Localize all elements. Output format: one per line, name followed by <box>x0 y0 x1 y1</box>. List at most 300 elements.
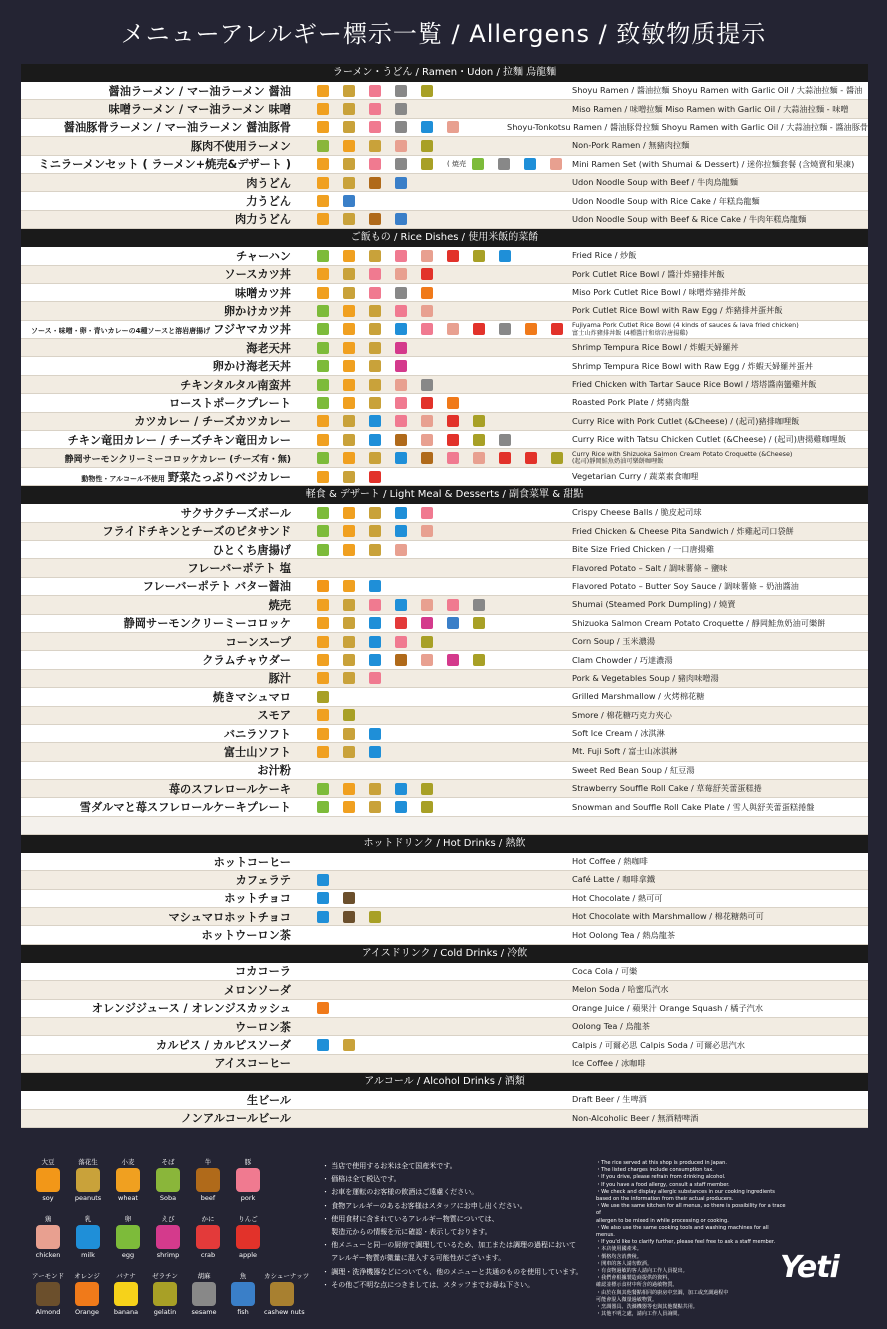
wheat-icon <box>343 360 355 372</box>
menu-item-name-en <box>567 104 868 115</box>
menu-item-name-jp <box>21 303 293 319</box>
allergen-icons <box>293 140 567 152</box>
peanuts-icon <box>343 85 355 97</box>
menu-row <box>21 376 868 394</box>
menu-item-name-en <box>567 342 868 353</box>
menu-item-name-jp <box>21 909 293 925</box>
allergen-icons <box>293 911 567 923</box>
legend-item-cashew <box>264 1272 310 1317</box>
menu-item-name-en <box>567 1058 868 1069</box>
menu-item-en-line: Shizuoka Salmon Cream Potato Croquette / 靜岡鮭魚奶油可樂餅 <box>572 617 826 628</box>
menu-row <box>21 174 868 192</box>
soba-icon <box>317 140 329 152</box>
menu-item-en-line: Clam Chowder / 巧達濃湯 <box>572 654 673 665</box>
beef-icon <box>369 213 381 225</box>
milk-icon <box>395 507 407 519</box>
allergen-icons <box>293 709 567 721</box>
legend-label-jp: えび <box>161 1215 175 1223</box>
menu-item-en-line2: 富士山炸豬排丼飯 (4種醬汁和熔岩唐揚雞) <box>572 329 688 337</box>
menu-row <box>21 321 868 339</box>
section-header: ラーメン・うどん / Ramen・Udon / 拉麵 烏龍麵 <box>21 64 868 82</box>
beef-icon <box>369 177 381 189</box>
chicken-icon <box>395 268 407 280</box>
gelatin-icon <box>421 636 433 648</box>
milk-icon <box>317 892 329 904</box>
menu-item-name-jp <box>21 156 293 172</box>
allergen-icons <box>293 158 567 170</box>
egg-icon <box>317 250 329 262</box>
banana-icon <box>114 1282 138 1306</box>
legend-item-shrimp <box>150 1215 186 1260</box>
menu-row <box>21 559 868 577</box>
menu-item-en-line: Corn Soup / 玉米濃湯 <box>572 636 656 647</box>
sesame-icon <box>395 85 407 97</box>
cashew-icon <box>270 1282 294 1306</box>
pork-icon <box>447 452 459 464</box>
milk-icon <box>369 636 381 648</box>
menu-item-name-en <box>567 966 868 977</box>
menu-item-name: 味噌ラーメン / マー油ラーメン 味噌 <box>108 103 291 117</box>
menu-item-name-en <box>567 856 868 867</box>
note-line-en: ・We use the same kitchen for all menus, so there is possibility for a trace of <box>596 1203 786 1217</box>
menu-item-name: ミニラーメンセット ( ラーメン+焼売&デザート ) <box>38 158 291 172</box>
note-line-en: ・We also use the same cooking tools and washing machines for all menus. <box>596 1224 769 1239</box>
menu-item-name-jp <box>21 963 293 979</box>
peanuts-icon <box>343 617 355 629</box>
note-line-jp: ・ 価格は全て税込です。 <box>322 1175 401 1184</box>
menu-item-name-jp <box>21 1000 293 1016</box>
fish-icon <box>343 195 355 207</box>
milk-icon <box>421 121 433 133</box>
wheat-icon <box>317 654 329 666</box>
menu-item-en-line: Udon Noodle Soup with Beef & Rice Cake / 牛肉年糕烏龍麵 <box>572 213 807 224</box>
menu-item-en-line: Coca Cola / 可樂 <box>572 965 638 976</box>
menu-row <box>21 633 868 651</box>
menu-item-name-en <box>567 544 868 555</box>
menu-item-en-line: Grilled Marshmallow / 火烤棉花糖 <box>572 691 705 702</box>
legend-label-en: wheat <box>118 1194 138 1202</box>
menu-item-name-en <box>567 287 868 298</box>
note-line-en: ・If you drive, please refrain from drinking alcohol. <box>596 1174 726 1181</box>
almond-icon <box>343 911 355 923</box>
menu-row <box>21 431 868 449</box>
legend-label-jp: かに <box>201 1215 215 1223</box>
menu-item-name-jp <box>21 634 293 650</box>
legend-label-jp: 小麦 <box>121 1158 135 1166</box>
menu-item-en-line: Soft Ice Cream / 冰淇淋 <box>572 728 665 739</box>
allergen-icons <box>293 342 567 354</box>
egg-icon <box>317 360 329 372</box>
note-line-jp: ・ お車を運転のお客様の飲酒はご遠慮ください。 <box>322 1188 479 1197</box>
menu-item-name: ひとくち唐揚げ <box>212 543 291 557</box>
allergen-icons <box>293 452 567 464</box>
milk-icon <box>395 525 407 537</box>
peanuts-icon <box>343 415 355 427</box>
gelatin-icon <box>153 1282 177 1306</box>
menu-item-name-jp <box>21 890 293 906</box>
menu-item-name-jp <box>21 872 293 888</box>
menu-item-name-en <box>567 984 868 995</box>
apple-icon <box>499 452 511 464</box>
legend-item-peanuts <box>70 1158 106 1203</box>
menu-row <box>21 615 868 633</box>
section-header: アイスドリンク / Cold Drinks / 冷飲 <box>21 945 868 963</box>
menu-item-en-line: Pork Cutlet Rice Bowl / 醬汁炸豬排丼飯 <box>572 268 725 279</box>
sesame-icon <box>395 103 407 115</box>
menu-row <box>21 908 868 926</box>
allergen-icons <box>293 507 567 519</box>
menu-item-name-jp <box>21 175 293 191</box>
allergen-icons <box>293 783 567 795</box>
note-line-en: 確認並標示食材中所含的過敏物質。 <box>596 1282 678 1289</box>
menu-item-name: 静岡サーモンクリーミーコロッケカレー (チーズ有・無) <box>64 454 291 465</box>
legend-label-en: Almond <box>35 1308 61 1316</box>
menu-row <box>21 413 868 431</box>
wheat-icon <box>343 342 355 354</box>
menu-item-name-en <box>567 526 868 537</box>
menu-item-name-en <box>567 196 868 207</box>
menu-item-name-jp <box>21 523 293 539</box>
pork-icon <box>395 305 407 317</box>
menu-item-en-line: Non-Alcoholic Beer / 無酒精啤酒 <box>572 1112 699 1123</box>
soy-icon <box>317 580 329 592</box>
menu-item-en-line: Mini Ramen Set (with Shumai & Dessert) / 迷你拉麵套餐 (含燒賣和果凍) <box>572 158 855 169</box>
menu-item-name: メロンソーダ <box>223 983 291 997</box>
menu-item-name-en <box>567 618 868 629</box>
beef-icon <box>395 654 407 666</box>
allergen-icons <box>293 360 567 372</box>
gelatin-icon <box>421 140 433 152</box>
menu-item-note: ソース・味噌・卵・青いカレーの4種ソースと溶岩唐揚げ <box>30 327 211 336</box>
allergen-icons <box>293 874 567 886</box>
menu-item-name-en <box>567 765 868 776</box>
note-line-jp: ・ 他メニューと同一の厨房で調理しているため、加工または調理の過程において <box>322 1241 576 1250</box>
menu-item-name-jp <box>21 799 293 815</box>
menu-item-name: チャーハン <box>235 249 291 263</box>
chicken-icon <box>36 1225 60 1249</box>
menu-item-name-en <box>567 507 868 518</box>
menu-item-name: ノンアルコールビール <box>180 1112 291 1126</box>
legend-label-en: fish <box>237 1308 249 1316</box>
spacer-row <box>21 817 868 835</box>
allergen-icons <box>293 471 567 483</box>
menu-item-name: 味噌カツ丼 <box>235 286 291 300</box>
allergen-icons <box>293 544 567 556</box>
milk-icon <box>369 617 381 629</box>
menu-row <box>21 541 868 559</box>
gelatin-icon <box>473 434 485 446</box>
menu-row <box>21 339 868 357</box>
pork-icon <box>369 268 381 280</box>
note-line-en: ・We check and display allergic substances in our cooking ingredients <box>596 1188 775 1195</box>
allergen-icons <box>293 1039 567 1051</box>
pork-icon <box>395 415 407 427</box>
pork-icon <box>395 397 407 409</box>
menu-item-name-en <box>567 728 868 739</box>
menu-row <box>21 504 868 522</box>
note-line-en: ・If you'd like to clarify further, please feel free to ask a staff member. <box>596 1239 776 1246</box>
milk-icon <box>369 415 381 427</box>
wheat-icon <box>343 507 355 519</box>
menu-item-name-en <box>567 471 868 482</box>
allergen-icons <box>293 103 567 115</box>
allergen-icons <box>293 195 567 207</box>
egg-icon <box>317 342 329 354</box>
milk-icon <box>369 580 381 592</box>
menu-item-en-line: Vegetarian Curry / 蔬菜素食咖哩 <box>572 471 699 481</box>
menu-item-name: フレーバーポテト 塩 <box>187 562 291 576</box>
legend-label-jp: 胡麻 <box>197 1272 211 1280</box>
menu-item-name: カツカレー / チーズカツカレー <box>134 415 291 429</box>
gelatin-icon <box>473 617 485 629</box>
allergen-icons <box>293 654 567 666</box>
menu-item-name: 肉力うどん <box>235 213 291 227</box>
egg-icon <box>116 1225 140 1249</box>
milk-icon <box>499 250 511 262</box>
note-line-jp: ・ 調理・洗浄機器などについても、他のメニューと共通のものを使用しています。 <box>322 1267 583 1276</box>
menu-item-name: フライドチキンとチーズのピタサンド <box>102 525 291 539</box>
menu-item-name: 豚肉不使用ラーメン <box>190 139 291 153</box>
gelatin-icon <box>473 654 485 666</box>
note-line-en: 可能會混入微量過敏物質。 <box>596 1296 658 1303</box>
menu-item-name: 肉うどん <box>246 176 291 190</box>
menu-item-name-en <box>567 361 868 372</box>
legend-item-wheat <box>110 1158 146 1203</box>
apple-icon <box>473 323 485 335</box>
menu-item-name: 野菜たっぷりベジカレー <box>167 470 291 484</box>
menu-row <box>21 523 868 541</box>
menu-item-name-jp <box>21 1019 293 1035</box>
soy-icon <box>36 1168 60 1192</box>
peanuts-icon <box>343 672 355 684</box>
menu-row <box>21 1091 868 1109</box>
menu-item-name-en <box>567 305 868 316</box>
sesame-icon <box>499 323 511 335</box>
wheat-icon <box>317 268 329 280</box>
menu-item-name: マシュマロホットチョコ <box>168 910 291 924</box>
chicken-icon <box>421 305 433 317</box>
legend-item-chicken <box>30 1215 66 1260</box>
allergen-icons <box>293 525 567 537</box>
milk-icon <box>395 599 407 611</box>
wheat-icon <box>317 599 329 611</box>
menu-row <box>21 284 868 302</box>
menu-row <box>21 1018 868 1036</box>
wheat-icon <box>317 746 329 758</box>
menu-row <box>21 981 868 999</box>
menu-item-en-line: Flavored Potato – Salt / 調味薯條 – 鹽味 <box>572 562 728 573</box>
section-header: アルコール / Alcohol Drinks / 酒類 <box>21 1073 868 1091</box>
beef-icon <box>196 1168 220 1192</box>
pork-icon <box>395 250 407 262</box>
menu-item-name-en <box>567 269 868 280</box>
legend-label-en: gelatin <box>153 1308 177 1316</box>
pork-icon <box>369 103 381 115</box>
menu-item-name-en <box>567 599 868 610</box>
egg-icon <box>317 544 329 556</box>
sesame-icon <box>395 121 407 133</box>
legend-label-en: chicken <box>35 1251 61 1259</box>
orange-icon <box>525 323 537 335</box>
legend-label-jp: カシューナッツ <box>264 1272 310 1280</box>
menu-row <box>21 100 868 118</box>
peanuts-icon <box>343 1039 355 1051</box>
menu-row <box>21 119 868 137</box>
pork-icon <box>369 672 381 684</box>
menu-item-name-en <box>567 802 868 813</box>
gelatin-icon <box>343 709 355 721</box>
menu-item-name-jp <box>21 248 293 264</box>
menu-item-name-jp <box>21 83 293 99</box>
menu-item-name: ウーロン茶 <box>235 1020 291 1034</box>
wheat-icon <box>317 158 329 170</box>
legend-item-sesame <box>186 1272 222 1317</box>
allergen-icons <box>293 746 567 758</box>
legend-item-beef <box>190 1158 226 1203</box>
pork-icon <box>395 636 407 648</box>
wheat-icon <box>343 250 355 262</box>
gelatin-icon <box>551 452 563 464</box>
pork-icon <box>421 507 433 519</box>
menu-row <box>21 449 868 467</box>
wheat-icon <box>317 672 329 684</box>
peanuts-icon <box>369 342 381 354</box>
peanuts-icon <box>343 636 355 648</box>
menu-item-name: 静岡サーモンクリーミーコロッケ <box>123 617 291 631</box>
peanuts-icon <box>369 250 381 262</box>
wheat-icon <box>317 121 329 133</box>
menu-item-name-en <box>567 710 868 721</box>
fish-icon <box>447 617 459 629</box>
menu-item-en-line: Draft Beer / 生啤酒 <box>572 1094 647 1105</box>
menu-item-en-line: Shrimp Tempura Rice Bowl with Raw Egg / 炸蝦天婦羅丼蛋丼 <box>572 360 813 371</box>
peanuts-icon <box>369 525 381 537</box>
note-line-en: based on the information from their actual producers. <box>596 1196 734 1203</box>
allergen-icons <box>293 672 567 684</box>
orange-icon <box>447 397 459 409</box>
legend-label-en: cashew nuts <box>264 1308 305 1316</box>
wheat-icon <box>343 323 355 335</box>
fish-icon <box>231 1282 255 1306</box>
menu-item-name-en <box>567 655 868 666</box>
apple-icon <box>421 397 433 409</box>
peanuts-icon <box>369 544 381 556</box>
wheat-icon <box>317 636 329 648</box>
peanuts-icon <box>343 177 355 189</box>
peanuts-icon <box>343 213 355 225</box>
wheat-icon <box>317 177 329 189</box>
menu-row <box>21 596 868 614</box>
menu-item-name-en <box>567 379 868 390</box>
menu-item-en-line: Melon Soda / 哈蜜瓜汽水 <box>572 984 669 995</box>
menu-item-name-jp <box>21 597 293 613</box>
menu-row <box>21 1055 868 1073</box>
menu-item-en-line2: (起司)靜岡鮭魚奶油可樂餅咖哩飯 <box>572 458 664 466</box>
gelatin-icon <box>421 801 433 813</box>
wheat-icon <box>317 617 329 629</box>
menu-item-name-en <box>567 746 868 757</box>
milk-icon <box>524 158 536 170</box>
allergen-icons <box>293 636 567 648</box>
menu-row <box>21 82 868 100</box>
pork-icon <box>369 85 381 97</box>
menu-item-name: お汁粉 <box>257 764 291 778</box>
milk-icon <box>395 323 407 335</box>
legend-label-en: sesame <box>191 1308 217 1316</box>
peanuts-icon <box>343 599 355 611</box>
menu-item-name: 生ビール <box>246 1093 291 1107</box>
almond-icon <box>36 1282 60 1306</box>
legend-label-jp: 牛 <box>204 1158 212 1166</box>
egg-icon <box>472 158 484 170</box>
menu-item-name-en <box>567 416 868 427</box>
chicken-icon <box>395 379 407 391</box>
menu-item-name-jp <box>21 138 293 154</box>
allergen-icons <box>293 268 567 280</box>
menu-item-name: 雪ダルマと苺スフレロールケーキプレート <box>79 801 291 815</box>
menu-item-name-en <box>567 673 868 684</box>
gelatin-icon <box>317 691 329 703</box>
peanuts-icon <box>369 379 381 391</box>
menu-item-name-en <box>567 1021 868 1032</box>
milk-icon <box>395 801 407 813</box>
legend-label-jp: 落花生 <box>78 1158 98 1166</box>
menu-item-en-line: Curry Rice with Tatsu Chicken Cutlet (&Cheese) / (起司)唐揚雞咖哩飯 <box>572 434 847 445</box>
menu-item-name-en <box>567 563 868 574</box>
peanuts-icon <box>369 305 381 317</box>
menu-item-en-line: Hot Chocolate / 熱可可 <box>572 892 663 903</box>
menu-item-name-jp <box>21 452 293 465</box>
menu-item-name-jp <box>21 266 293 282</box>
menu-item-name-jp <box>21 762 293 778</box>
menu-row <box>21 468 868 486</box>
allergen-table <box>21 64 868 1128</box>
legend-label-en: pork <box>240 1194 256 1202</box>
menu-item-en-line: Shoyu Ramen / 醬油拉麵 Shoyu Ramen with Garlic Oil / 大蒜油拉麵 - 醬油 <box>572 85 863 96</box>
menu-row <box>21 853 868 871</box>
pork-icon <box>369 599 381 611</box>
menu-item-name-jp <box>21 1055 293 1071</box>
menu-item-name: フジヤマカツ丼 <box>213 323 291 337</box>
chicken-icon <box>421 250 433 262</box>
orange-icon <box>421 287 433 299</box>
menu-item-en-line: Smore / 棉花糖巧克力夾心 <box>572 709 672 720</box>
menu-row <box>21 926 868 944</box>
wheat-icon <box>343 525 355 537</box>
menu-item-name: ホットウーロン茶 <box>201 929 291 943</box>
menu-item-name: ソースカツ丼 <box>224 268 291 282</box>
milk-icon <box>76 1225 100 1249</box>
chicken-icon <box>447 323 459 335</box>
legend-item-orange <box>69 1272 105 1317</box>
peanuts-icon <box>343 158 355 170</box>
menu-item-name-en <box>567 434 868 445</box>
wheat-icon <box>317 471 329 483</box>
legend-item-apple <box>230 1215 266 1260</box>
menu-row <box>21 192 868 210</box>
legend-label-jp: 大豆 <box>41 1158 55 1166</box>
menu-item-name-jp <box>21 193 293 209</box>
menu-item-name: ホットコーヒー <box>213 855 291 869</box>
menu-item-name: チキン竜田カレー / チーズチキン竜田カレー <box>67 433 291 447</box>
legend-label-jp: 乳 <box>84 1215 92 1223</box>
note-line-en: ・本店使用國產米。 <box>596 1246 642 1253</box>
legend-item-gelatin <box>147 1272 183 1317</box>
legend-label-jp: バナナ <box>116 1272 136 1280</box>
gelatin-icon <box>421 85 433 97</box>
peanuts-icon <box>343 471 355 483</box>
peanuts-icon <box>369 801 381 813</box>
